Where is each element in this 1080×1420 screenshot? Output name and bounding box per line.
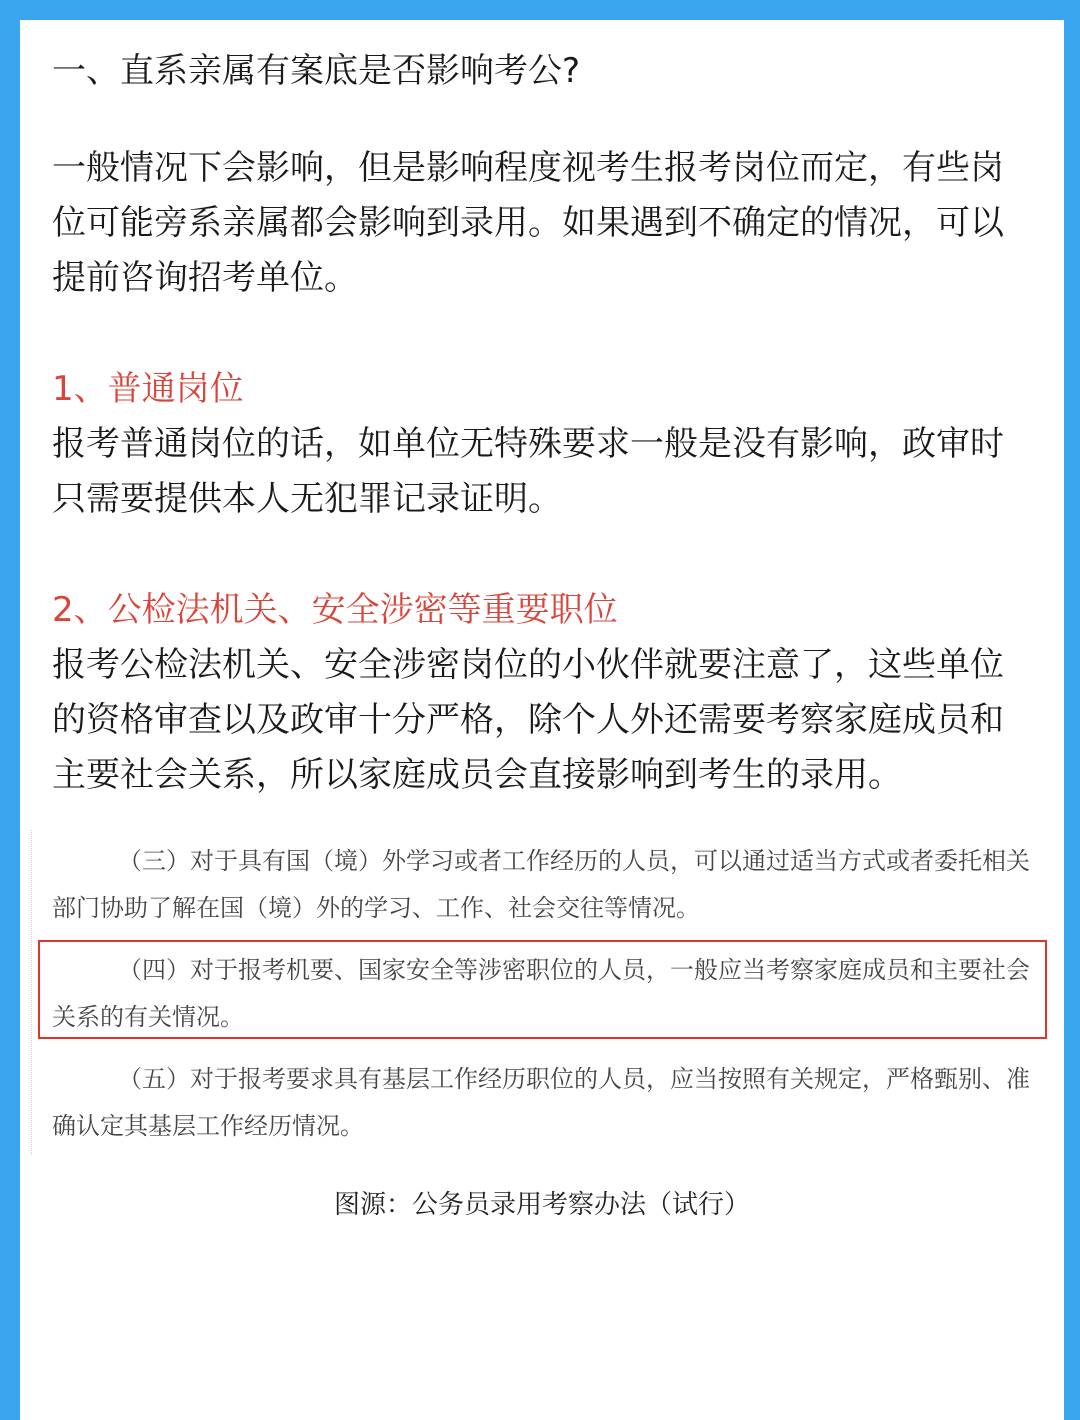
intro-paragraph: 一般情况下会影响，但是影响程度视考生报考岗位而定，有些岗位可能旁系亲属都会影响到录用。如果遇到不确定的情况，可以提前咨询招考单位。 bbox=[52, 148, 1004, 298]
section-1-title: 1、普通岗位 bbox=[52, 369, 244, 409]
excerpt-item-5: （五）对于报考要求具有基层工作经历职位的人员，应当按照有关规定，严格甄别、准确认定其基层工作经历情况。 bbox=[52, 1065, 1030, 1140]
excerpt-item-3: （三）对于具有国（境）外学习或者工作经历的人员，可以通过适当方式或者委托相关部门协助了解在国（境）外的学习、工作、社会交往等情况。 bbox=[52, 847, 1030, 922]
question-heading: 一、直系亲属有案底是否影响考公? bbox=[52, 51, 581, 91]
section-1-body: 报考普通岗位的话，如单位无特殊要求一般是没有影响，政审时只需要提供本人无犯罪记录证明。 bbox=[52, 424, 1004, 519]
section-2-body: 报考公检法机关、安全涉密岗位的小伙伴就要注意了，这些单位的资格审查以及政审十分严格，除个人外还需要考察家庭成员和主要社会关系，所以家庭成员会直接影响到考生的录用。 bbox=[52, 645, 1004, 795]
image-source-caption: 图源：公务员录用考察办法（试行） bbox=[333, 1190, 750, 1220]
excerpt-item-4: （四）对于报考机要、国家安全等涉密职位的人员，一般应当考察家庭成员和主要社会关系的有关情况。 bbox=[52, 956, 1030, 1031]
section-2-title: 2、公检法机关、安全涉密等重要职位 bbox=[52, 590, 618, 630]
article-card bbox=[20, 20, 1064, 1420]
excerpt-margin-line bbox=[31, 830, 32, 1155]
